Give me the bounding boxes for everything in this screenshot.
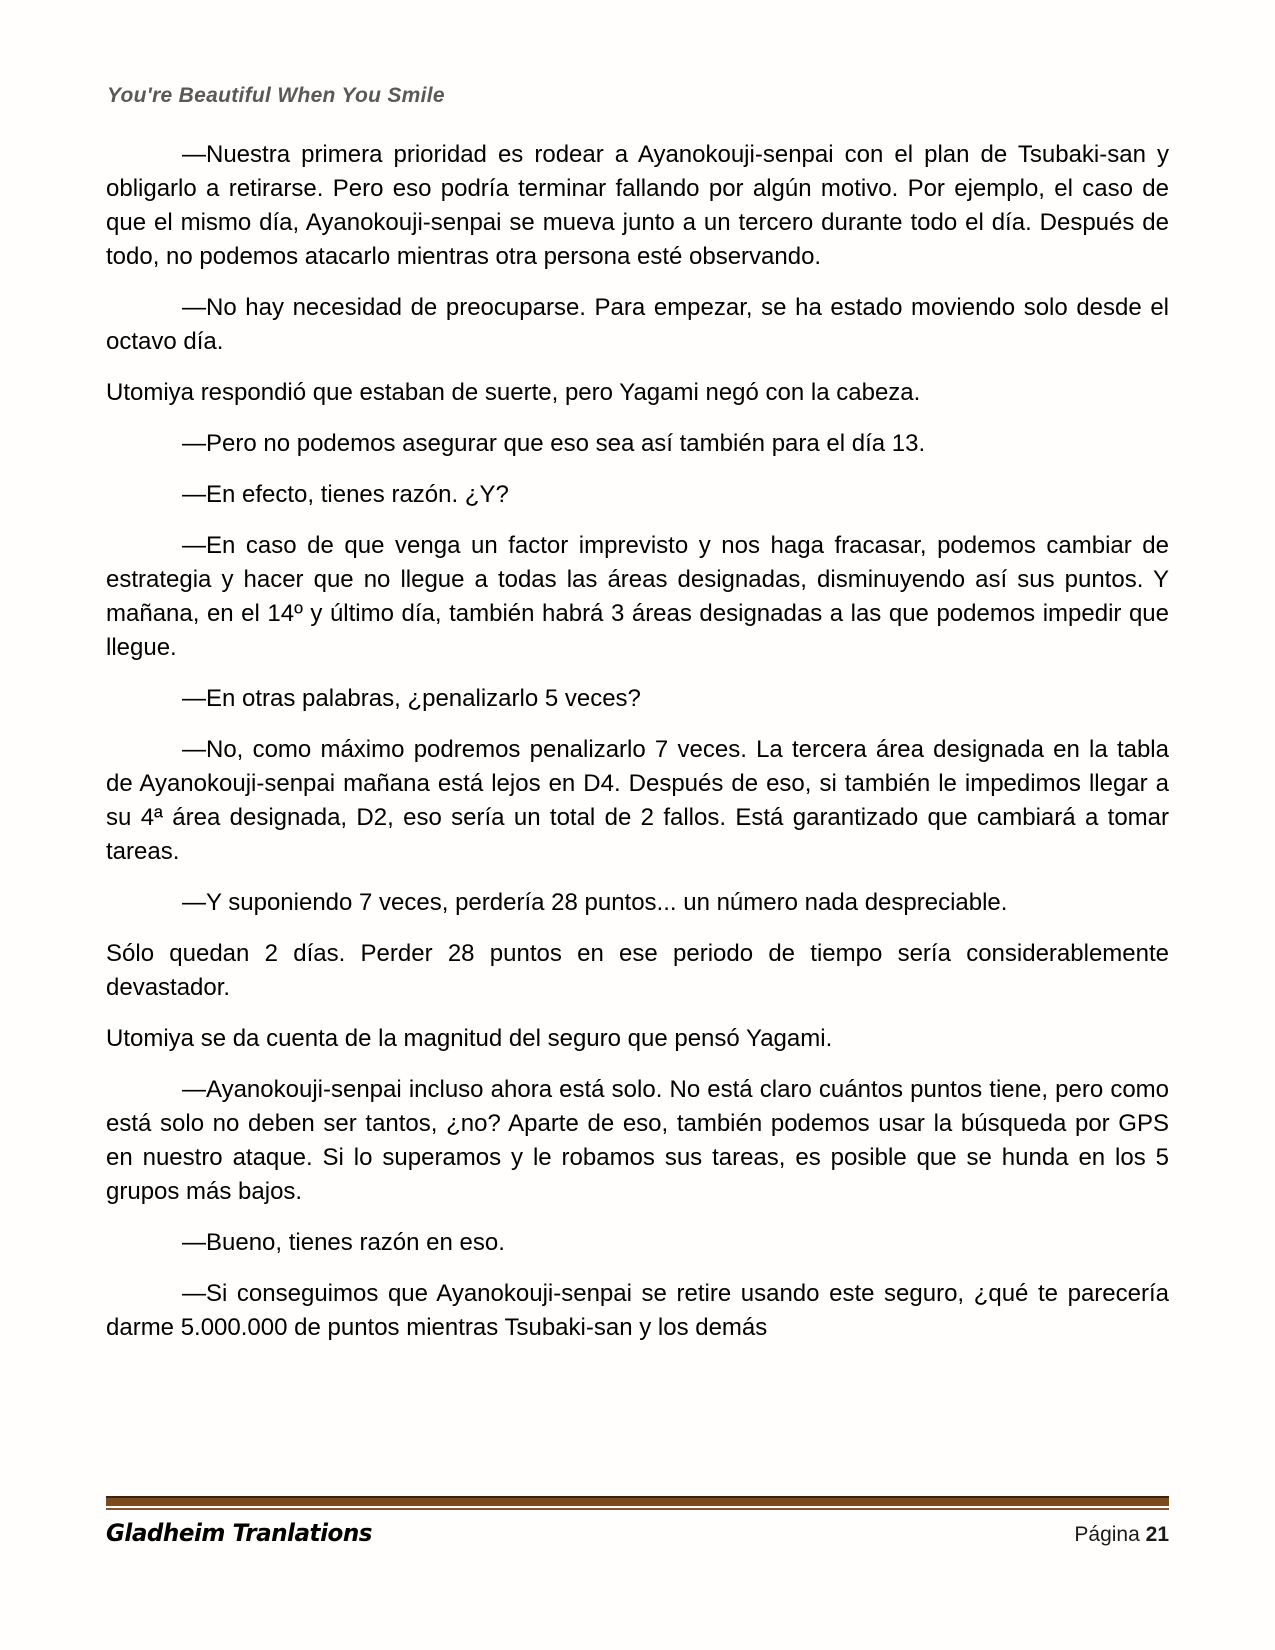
footer-rule-thick xyxy=(106,1496,1169,1506)
paragraph-3: Utomiya respondió que estaban de suerte, pero Yagami negó con la cabeza. xyxy=(106,379,921,406)
paragraph-9: —Y suponiendo 7 veces, perdería 28 puntos... un número nada despreciable. xyxy=(182,889,1008,916)
paragraph-4: —Pero no podemos asegurar que eso sea así también para el día 13. xyxy=(182,430,926,457)
paragraph-1: —Nuestra primera prioridad es rodear a Ayanokouji-senpai con el plan de Tsubaki-san y obligarlo a retirarse. Pero eso podría terminar fallando por algún motivo. Por ejemplo, el caso de que el mismo día, Ayanokouji-senpai se mueva junto a un tercero durante todo el día. Después de todo, no podemos atacarlo mientras otra persona esté observando. xyxy=(106,141,1169,270)
page-number-label: Página xyxy=(1074,1523,1140,1546)
footer-rule xyxy=(106,1496,1169,1510)
paragraph-13: —Bueno, tienes razón en eso. xyxy=(182,1229,505,1256)
paragraph-5: —En efecto, tienes razón. ¿Y? xyxy=(182,481,509,508)
footer-row xyxy=(106,1519,1169,1547)
paragraph-7: —En otras palabras, ¿penalizarlo 5 veces? xyxy=(182,685,641,712)
page-footer xyxy=(106,1496,1169,1547)
paragraph-10: Sólo quedan 2 días. Perder 28 puntos en ese periodo de tiempo sería considerablemente devastador. xyxy=(106,940,1169,1001)
page-number xyxy=(1074,1523,1169,1547)
running-header-title: You're Beautiful When You Smile xyxy=(107,84,445,107)
page-number-value: 21 xyxy=(1145,1523,1169,1546)
paragraph-12: —Ayanokouji-senpai incluso ahora está solo. No está claro cuántos puntos tiene, pero como está solo no deben ser tantos, ¿no? Aparte de eso, también podemos usar la búsqueda por GPS en nuestro ataque. Si lo superamos y le robamos sus tareas, es posible que se hunda en los 5 grupos más bajos. xyxy=(106,1076,1169,1205)
paragraph-14: —Si conseguimos que Ayanokouji-senpai se retire usando este seguro, ¿qué te parecería darme 5.000.000 de puntos mientras Tsubaki-san y los demás xyxy=(106,1280,1169,1341)
paragraph-6: —En caso de que venga un factor imprevisto y nos haga fracasar, podemos cambiar de estrategia y hacer que no llegue a todas las áreas designadas, disminuyendo así sus puntos. Y mañana, en el 14º y último día, también habrá 3 áreas designadas a las que podemos impedir que llegue. xyxy=(106,532,1169,661)
paragraph-8: —No, como máximo podremos penalizarlo 7 veces. La tercera área designada en la tabla de Ayanokouji-senpai mañana está lejos en D4. Después de eso, si también le impedimos llegar a su 4ª área designada, D2, eso sería un total de 2 fallos. Está garantizado que cambiará a tomar tareas. xyxy=(106,736,1169,865)
translator-credit: Gladheim Tranlations xyxy=(106,1519,373,1547)
paragraph-2: —No hay necesidad de preocuparse. Para empezar, se ha estado moviendo solo desde el octavo día. xyxy=(106,294,1169,355)
page-body xyxy=(106,138,1169,1362)
paragraph-11: Utomiya se da cuenta de la magnitud del seguro que pensó Yagami. xyxy=(106,1025,833,1052)
footer-rule-thin xyxy=(106,1508,1169,1510)
